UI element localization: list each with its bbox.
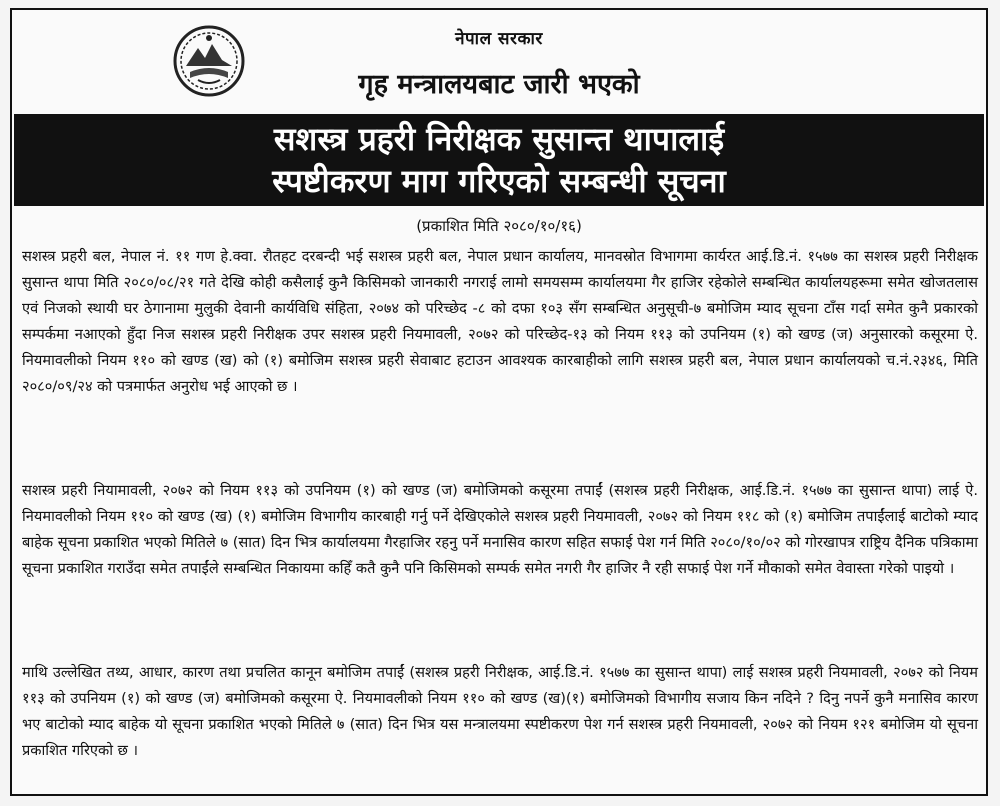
body-paragraph: सशस्त्र प्रहरी नियामावली, २०७२ को नियम ११३ को उपनियम (१) को खण्ड (ज) बमोजिमको कसूरमा तपाईं (सशस्त्र प्रहरी निरीक्षक, आई.डि.नं. १५७७ का सुसान्त थापा) लाई ऐ. नियमावलीको नियम ११० को खण्ड (ख) (१) बमोजिम विभागीय कारबाही गर्नु पर्ने देखिएकोले सशस्त्र प्रहरी नियमावली, २०७२ को नियम ११८ को (१) बमोजिम तपाईंलाई बाटोको म्याद बाहेक सूचना प्रकाशित भएको मितिले ७ (सात) दिन भित्र कार्यालयमा गैरहाजिर रहनु पर्ने मनासिव कारण सहित सफाई पेश गर्न मिति २०८०/१०/०२ को गोरखापत्र राष्ट्रिय दैनिक पत्रिकामा सूचना प्रकाशित गराउँदा समेत तपाईंले सम्बन्धित निकायमा कहिँ कतै कुनै पनि किसिमको सम्पर्क समेत नगरी गैर हाजिर नै रही सफाई पेश गर्ने मौकाको समेत वेवास्ता गरेको पाइयो ।	[22, 482, 978, 577]
government-title: नेपाल सरकार	[455, 29, 543, 49]
notice-title-banner	[14, 114, 984, 206]
ministry-title: गृह मन्त्रालयबाट जारी भएको	[358, 69, 640, 100]
body-paragraph: माथि उल्लेखित तथ्य, आधार, कारण तथा प्रचलित कानून बमोजिम तपाईं (सशस्त्र प्रहरी निरीक्षक, आई.डि.नं. १५७७ का सुसान्त थापा) लाई सशस्त्र प्रहरी नियमावली, २०७२ को नियम ११३ को उपनियम (१) को खण्ड (ज) बमोजिमको कसूरमा ऐ. नियमावलीको नियम ११० को खण्ड (ख)(१) बमोजिमको विभागीय सजाय किन नदिने ? दिनु नपर्ने कुनै मनासिव कारण भए बाटोको म्याद बाहेक यो सूचना प्रकाशित भएको मितिले ७ (सात) दिन भित्र यस मन्त्रालयमा स्पष्टीकरण पेश गर्न सशस्त्र प्रहरी नियमावली, २०७२ को नियम १२१ बमोजिम यो सूचना प्रकाशित गरिएको छ ।	[22, 664, 978, 759]
notice-title-line-2: स्पष्टीकरण माग गरिएको सम्बन्धी सूचना	[272, 162, 726, 200]
published-date: (प्रकाशित मिति २०८०/१०/१६)	[416, 217, 582, 235]
notice-frame	[10, 8, 988, 796]
body-paragraph: सशस्त्र प्रहरी बल, नेपाल नं. ११ गण हे.क्वा. रौतहट दरबन्दी भई सशस्त्र प्रहरी बल, नेपाल प्रधान कार्यालय, मानवस्रोत विभागमा कार्यरत आई.डि.नं. १५७७ का सशस्त्र प्रहरी निरीक्षक सुसान्त थापा मिति २०८०/०८/२१ गते देखि कोही कसैलाई कुनै किसिमको जानकारी नगराई लामो समयसम्म कार्यालयमा गैर हाजिर रहेकोले सम्बन्धित कार्यालयहरूमा समेत खोजतलास एवं निजको स्थायी घर ठेगानामा मुलुकी देवानी कार्यविधि संहिता, २०७४ को परिच्छेद -८ को दफा १०३ सँग सम्बन्धित अनुसूची-७ बमोजिम म्याद सूचना टाँस गर्दा समेत कुनै प्रकारको सम्पर्कमा नआएको हुँदा निज सशस्त्र प्रहरी निरीक्षक उपर सशस्त्र प्रहरी नियमावली, २०७२ को परिच्छेद-१३ को नियम ११३ को उपनियम (१) को खण्ड (ज) अनुसारको कसूरमा ऐ. नियमावलीको नियम ११० को खण्ड (ख) को (१) बमोजिम सशस्त्र प्रहरी सेवाबाट हटाउन आवश्यक कारबाहीको लागि सशस्त्र प्रहरी बल, नेपाल प्रधान कार्यालयको च.नं.२३४६, मिति २०८०/०९/२४ को पत्रमार्फत अनुरोध भई आएको छ ।	[22, 248, 978, 395]
notice-title-line-1: सशस्त्र प्रहरी निरीक्षक सुसान्त थापालाई	[273, 120, 725, 158]
